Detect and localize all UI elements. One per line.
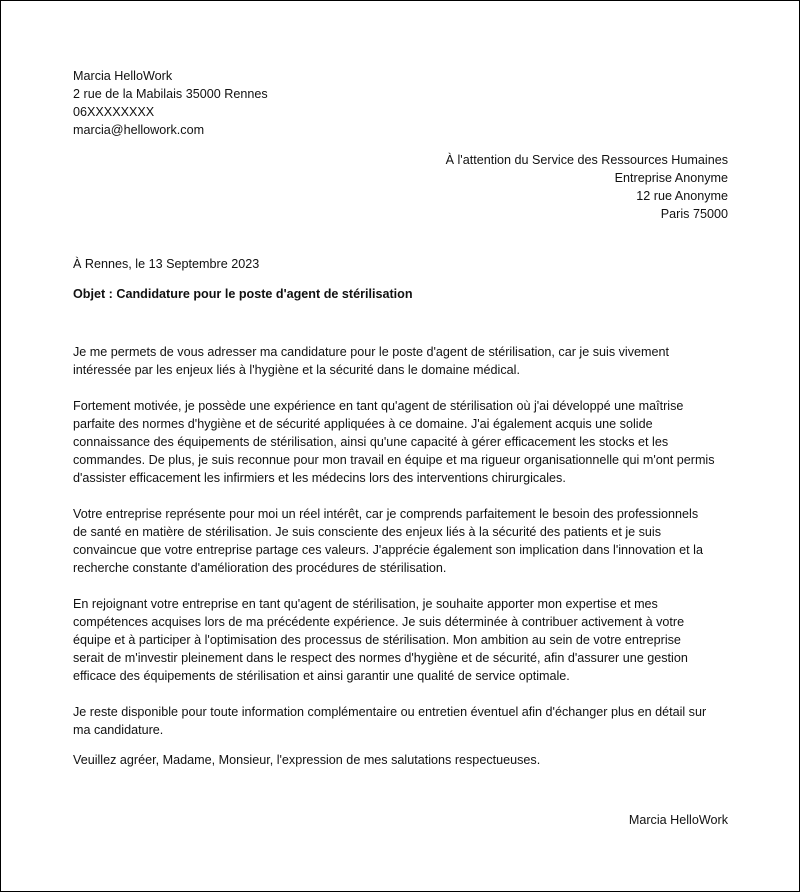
- text-line: Veuillez agréer, Madame, Monsieur, l'expression de mes salutations respectueuses.: [73, 753, 541, 767]
- sender-name: Marcia HelloWork: [73, 69, 173, 83]
- text-line: commandes. De plus, je suis reconnue pour mon travail en équipe et ma rigueur organisationnelle qui m'ont permis: [73, 453, 715, 467]
- signature: Marcia HelloWork: [628, 813, 728, 827]
- sender-email: marcia@hellowork.com: [73, 123, 205, 137]
- paragraph: [73, 397, 733, 487]
- paragraph: [73, 703, 733, 739]
- sender-phone: 06XXXXXXXX: [73, 105, 155, 119]
- text-line: ma candidature.: [73, 723, 164, 737]
- text-line: recherche constante d'amélioration des procédures de stérilisation.: [73, 561, 447, 575]
- text-line: de santé en matière de stérilisation. Je suis consciente des enjeux liés à la sécurité des patients et je suis: [73, 525, 662, 539]
- recipient-street: 12 rue Anonyme: [636, 189, 728, 203]
- paragraph: [73, 595, 733, 685]
- text-line: intéressée par les enjeux liés à l'hygiène et la sécurité dans le domaine médical.: [73, 363, 520, 377]
- text-line: Votre entreprise représente pour moi un réel intérêt, car je comprends parfaitement le besoin des professionnels: [73, 507, 699, 521]
- text-line: convaincue que votre entreprise partage ces valeurs. J'apprécie également son implication dans l'innovation et la: [73, 543, 703, 557]
- recipient-attention: À l'attention du Service des Ressources Humaines: [445, 153, 728, 167]
- text-line: d'assister efficacement les infirmiers et les médecins lors des interventions chirurgicales.: [73, 471, 566, 485]
- text-line: serait de m'investir pleinement dans le respect des normes d'hygiène et de sécurité, afin d'assurer une gestion: [73, 651, 688, 665]
- letter-body: [73, 343, 733, 787]
- place-date: À Rennes, le 13 Septembre 2023: [73, 257, 260, 271]
- paragraph: [73, 505, 733, 577]
- sender-block: [73, 67, 268, 139]
- sender-address: 2 rue de la Mabilais 35000 Rennes: [73, 87, 268, 101]
- recipient-city: Paris 75000: [660, 207, 728, 221]
- paragraph: [73, 343, 733, 379]
- text-line: Fortement motivée, je possède une expérience en tant qu'agent de stérilisation où j'ai développé une maîtrise: [73, 399, 684, 413]
- text-line: compétences acquises lors de ma précédente expérience. Je suis déterminée à contribuer activement à votre: [73, 615, 685, 629]
- subject-line: Objet : Candidature pour le poste d'agent de stérilisation: [73, 287, 413, 301]
- text-line: Je me permets de vous adresser ma candidature pour le poste d'agent de stérilisation, car je suis vivement: [73, 345, 670, 359]
- text-line: Je reste disponible pour toute information complémentaire ou entretien éventuel afin d'échanger plus en détail sur: [73, 705, 707, 719]
- paragraph: [73, 751, 733, 769]
- recipient-company: Entreprise Anonyme: [614, 171, 728, 185]
- text-line: efficace des équipements de stérilisation et ainsi garantir une qualité de service optimale.: [73, 669, 570, 683]
- recipient-block: [446, 151, 728, 223]
- text-line: parfaite des normes d'hygiène et de sécurité appliquées à ce domaine. J'ai également acquis une solide: [73, 417, 653, 431]
- text-line: connaissance des équipements de stérilisation, ainsi qu'une capacité à gérer efficacement les stocks et les: [73, 435, 669, 449]
- text-line: En rejoignant votre entreprise en tant qu'agent de stérilisation, je souhaite apporter mon expertise et mes: [73, 597, 658, 611]
- text-line: équipe et à participer à l'optimisation des processus de stérilisation. Mon ambition au sein de votre entreprise: [73, 633, 681, 647]
